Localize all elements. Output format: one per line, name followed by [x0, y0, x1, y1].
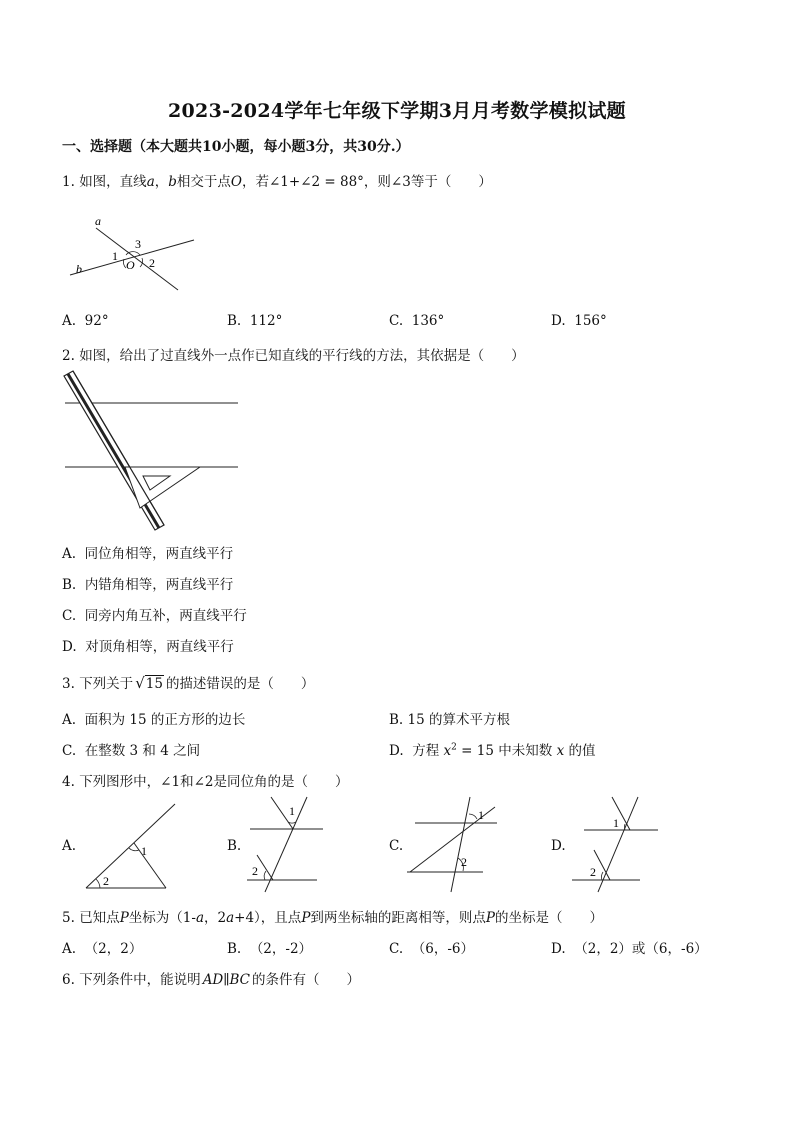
question-number: 2. [62, 348, 75, 364]
option-key: D. [389, 743, 404, 759]
question-text: 已知点 [79, 910, 120, 926]
label-2: 2 [590, 865, 596, 879]
label-b: b [76, 262, 82, 276]
question-text: ，2 [204, 910, 227, 926]
q2-option-d[interactable] [62, 635, 234, 655]
option-value: （2，-2） [249, 941, 313, 957]
question-text: 等于（ ） [410, 174, 492, 190]
figure-q4-d [568, 795, 663, 895]
option-value: 的值 [568, 743, 596, 759]
exponent: 2 [451, 742, 457, 753]
question-text: 下列条件中，能说明 [79, 972, 201, 988]
q3-option-b[interactable] [389, 708, 510, 728]
question-1 [62, 170, 492, 190]
label-2: 2 [252, 864, 258, 878]
question-5 [62, 906, 603, 926]
angle-arc-2 [264, 871, 266, 880]
label-o: O [126, 258, 135, 272]
section-heading: 一、选择题（本大题共10小题，每小题3分，共30分.） [62, 139, 410, 155]
label-1: 1 [478, 808, 484, 822]
question-text: 的条件有（ ） [252, 972, 360, 988]
option-value: 同位角相等，两直线平行 [84, 546, 234, 562]
option-key: C. [389, 941, 404, 957]
angle-3: ∠3 [390, 174, 411, 190]
option-value: 112° [249, 313, 283, 329]
q4-option-d-label[interactable]: D. [551, 838, 566, 854]
angle-arc-1 [469, 814, 477, 819]
label-3: 3 [135, 237, 141, 251]
question-text: 相交于点 [176, 174, 231, 190]
q1-option-c[interactable] [389, 313, 444, 329]
question-number: 5. [62, 910, 75, 926]
var-x: x [443, 743, 452, 759]
figure-q1-intersecting-lines [60, 210, 210, 300]
angle-arc-1 [288, 822, 296, 823]
question-text: +4），且点 [234, 910, 302, 926]
option-value: 方程 [412, 743, 440, 759]
segment [257, 855, 273, 880]
var-a: a [226, 910, 235, 926]
question-number: 4. [62, 774, 75, 790]
angle-arc-2 [96, 879, 100, 888]
question-text: ，若 [241, 174, 269, 190]
question-text: 坐标为（1- [128, 910, 196, 926]
q2-option-c[interactable] [62, 604, 247, 624]
question-text: 如图，直线 [79, 174, 147, 190]
var-o: O [230, 174, 242, 190]
question-6 [62, 968, 360, 988]
q4-option-b-label[interactable]: B. [227, 838, 242, 854]
q1-option-a[interactable] [62, 313, 109, 329]
transversal [451, 797, 470, 892]
var-p: P [119, 910, 129, 926]
var-p: P [485, 910, 495, 926]
q3-option-a[interactable] [62, 708, 245, 728]
option-value: 面积为 15 的正方形的边长 [84, 712, 246, 728]
set-square [125, 467, 200, 508]
option-value: （2，2）或（6，-6） [574, 941, 708, 957]
radical-sign: √ [135, 674, 145, 692]
var-a: a [195, 910, 204, 926]
label-1: 1 [289, 804, 295, 818]
question-text: 下列关于 [79, 676, 134, 692]
question-text: 下列图形中，∠1和∠2是同位角的是（ ） [79, 774, 349, 790]
option-key: A. [62, 313, 77, 329]
label-1: 1 [141, 844, 147, 858]
label-2: 2 [461, 855, 467, 869]
question-text: 到两坐标轴的距离相等，则点 [310, 910, 486, 926]
q5-option-c[interactable] [389, 937, 474, 957]
figure-q4-b [245, 795, 330, 895]
option-key: C. [62, 743, 77, 759]
label-2: 2 [149, 256, 155, 270]
figure-q4-a [82, 800, 182, 892]
q5-option-b[interactable] [227, 937, 312, 957]
option-key: B. [389, 712, 404, 728]
option-key: B. [227, 313, 242, 329]
option-value: （6，-6） [411, 941, 474, 957]
question-text: 的描述错误的是（ ） [165, 676, 315, 692]
option-value: 136° [411, 313, 445, 329]
ruler-front [73, 371, 164, 525]
var-b: b [168, 174, 177, 190]
var-a: a [146, 174, 155, 190]
sqrt-expression [135, 674, 164, 692]
option-key: C. [389, 313, 404, 329]
question-2 [62, 344, 525, 364]
option-key: D. [551, 941, 566, 957]
option-value: 内错角相等，两直线平行 [84, 577, 234, 593]
label-2: 2 [103, 874, 109, 888]
question-text: 如图，给出了过直线外一点作已知直线的平行线的方法，其依据是（ ） [79, 348, 525, 364]
figure-q2-ruler-set-square [60, 368, 245, 533]
q2-option-b[interactable] [62, 573, 233, 593]
question-text: 的坐标是（ ） [495, 910, 603, 926]
option-value: （2，2） [84, 941, 143, 957]
question-4 [62, 770, 349, 790]
transversal [598, 797, 638, 892]
question-text: ，则 [363, 174, 391, 190]
option-value: = 15 中未知数 [456, 743, 553, 759]
q3-option-d[interactable] [389, 739, 595, 759]
question-number: 3. [62, 676, 75, 692]
option-value: 92° [84, 313, 109, 329]
q3-option-c[interactable] [62, 739, 200, 759]
page-title: 2023-2024学年七年级下学期3月月考数学模拟试题 [168, 100, 626, 122]
option-key: C. [62, 608, 77, 624]
angle-arc-2 [601, 872, 603, 880]
q1-option-d[interactable] [551, 313, 607, 329]
q1-option-b[interactable] [227, 313, 282, 329]
punct: ， [154, 174, 169, 190]
option-value: 15 的算术平方根 [407, 712, 510, 728]
label-1: 1 [112, 249, 118, 263]
label-a: a [95, 214, 101, 228]
segment [594, 850, 610, 880]
question-number: 1. [62, 174, 75, 190]
question-number: 6. [62, 972, 75, 988]
option-key: A. [62, 941, 77, 957]
figure-q4-c [405, 795, 505, 895]
q4-option-a-label[interactable]: A. [62, 838, 77, 854]
segment [86, 804, 175, 888]
condition-expr: ∠1+∠2 = 88° [268, 174, 364, 190]
parallel-expression: AD∥BC [202, 972, 250, 988]
label-1: 1 [613, 816, 619, 830]
option-key: A. [62, 546, 77, 562]
option-value: 同旁内角互补，两直线平行 [84, 608, 247, 624]
radicand: 15 [145, 676, 163, 692]
option-value: 在整数 3 和 4 之间 [84, 743, 201, 759]
var-p: P [301, 910, 311, 926]
option-key: D. [551, 313, 566, 329]
q2-option-a[interactable] [62, 542, 233, 562]
option-key: D. [62, 639, 77, 655]
q5-option-a[interactable] [62, 937, 142, 957]
option-key: B. [227, 941, 242, 957]
q5-option-d[interactable] [551, 937, 708, 957]
q4-option-c-label[interactable]: C. [389, 838, 404, 854]
option-key: B. [62, 577, 77, 593]
option-value: 对顶角相等，两直线平行 [85, 639, 234, 655]
var-x: x [556, 743, 565, 759]
option-value: 156° [574, 313, 607, 329]
option-key: A. [62, 712, 77, 728]
question-3 [62, 672, 314, 692]
